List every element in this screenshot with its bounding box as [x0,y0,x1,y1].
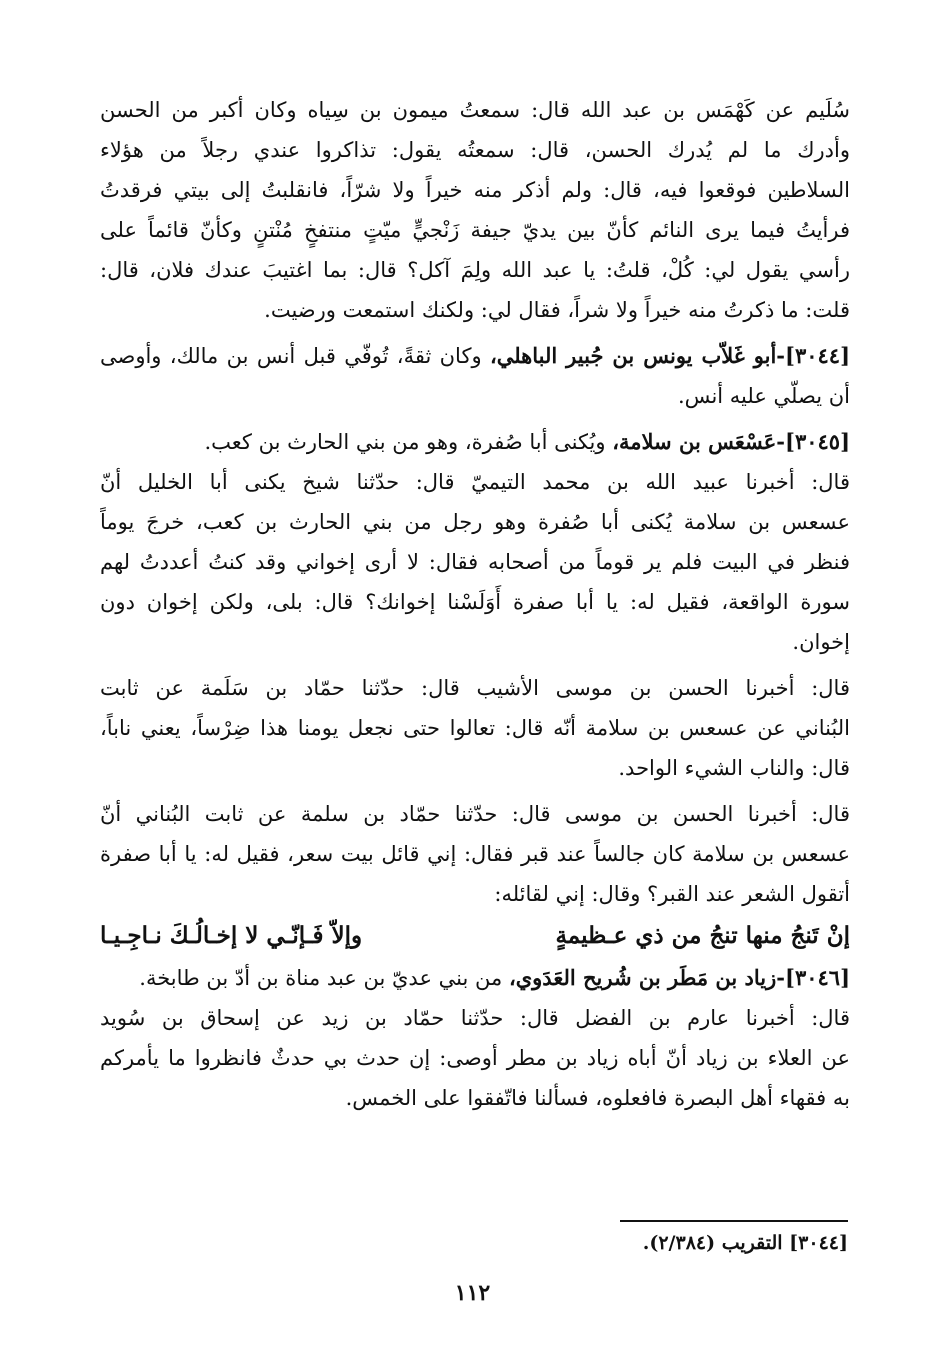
text-line: فرأيتُ فيما يرى النائم كأنّ بين يديّ جيفة زَنْجيٍّ ميّتٍ منتفخٍ مُنْتنٍ وكأنّ قائماً على [100,218,850,242]
text-line: أن يصلّي عليه أنس. [678,384,850,408]
footnote-divider [620,1220,848,1222]
text-line: قال: أخبرنا الحسن بن موسى قال: حدّثنا حمّاد بن سلمة عن ثابت البُناني أنّ [100,802,850,826]
entry-text: ويُكنى أبا صُفرة، وهو من بني الحارث بن كعب. [204,430,613,454]
entry-3045-heading [100,422,850,462]
text-line: رأسي يقول لي: كُلْ، قلتُ: يا عبد الله ولِمَ آكل؟ قال: بما اغتيبَ عندك فلان، قال: [100,258,850,282]
entry-name: عَسْعَس بن سلامة، [612,429,777,454]
entry-number: [٣٠٤٤]- [776,343,850,368]
footnote: [٣٠٤٤] التقريب (٢/٣٨٤). [642,1232,848,1254]
entry-number: [٣٠٤٥]- [776,429,850,454]
text-line: وأدرك ما لم يُدرك الحسن، قال: سمعتُه يقول: تذاكروا عندي رجلاً من هؤلاء [100,138,850,162]
entry-text: وكان ثقةً، تُوفّي قبل أنس بن مالك، وأوصى [100,344,490,368]
text-line: قال: أخبرنا عبيد الله بن محمد التيميّ قال: حدّثنا شيخ يكنى أبا الخليل أنّ [100,470,850,494]
page-number: ١١٢ [454,1280,491,1306]
text-line: البُناني عن عسعس بن سلامة أنّه قال: تعالوا حتى نجعل يومنا هذا ضِرْساً، يعني ناباً، [100,716,850,740]
text-line: قلت: ما ذكرتُ منه خيراً ولا شراً، فقال لي: ولكنك استمعت ورضيت. [264,298,850,322]
text-line: قال: أخبرنا عارم بن الفضل قال: حدّثنا حمّاد بن زيد عن إسحاق بن سُويد [100,1006,850,1030]
text-line: سورة الواقعة، فقيل له: يا أبا صفرة أَوَلَسْنا إخوانك؟ قال: بلى، ولكن إخوان دون [100,590,850,614]
text-line: السلاطين فوقعوا فيه، قال: ولم أذكر منه خيراً ولا شرّاً، فانقلبتُ إلى بيتي فرقدتُ [100,178,850,202]
text-line: قال: والناب الشيء الواحد. [618,756,850,780]
text-line: به فقهاء أهل البصرة فافعلوه، فسألنا فاتّفقوا على الخمس. [345,1086,850,1110]
text-line: أتقول الشعر عند القبر؟ وقال: إني لقائله: [494,882,850,906]
text-line: عن العلاء بن زياد أنّ أباه زياد بن مطر أوصى: إن حدث بي حدثٌ فانظروا ما يأمركم [100,1046,850,1070]
entry-3046-heading [100,958,850,998]
poem-second-hemistich: وإلاّ فَـإنّـي لا إخـالُـكَ نـاجِـيـا [100,922,363,949]
text-line: عسعس بن سلامة كان جالساً عند قبر فقال: إني قائل بيت سعر، فقيل له: يا أبا صفرة [100,842,850,866]
text-line: إخوان. [792,630,850,654]
entry-name: زياد بن مَطَر بن شُريح العَدَوي، [508,965,777,990]
entry-number: [٣٠٤٦]- [776,965,850,990]
entry-text: من بني عديّ بن عبد مناة بن أدّ بن طابخة. [139,966,509,990]
text-line: فنظر في البيت فلم ير قوماً من أصحابه فقال: لا أرى إخواني وقد كنتُ أعددتُ لهم [100,550,850,574]
text-line: قال: أخبرنا الحسن بن موسى الأشيب قال: حدّثنا حمّاد بن سَلَمة عن ثابت [100,676,850,700]
text-line: عسعس بن سلامة يُكنى أبا صُفرة وهو رجل من بني الحارث بن كعب، خرجَ يوماً [100,510,850,534]
entry-name: أبو غَلاّب يونس بن جُبير الباهلي، [489,343,777,368]
page-body [100,90,850,1118]
entry-3044-heading [100,336,850,376]
text-line: سُلَيم عن كَهْمَس بن عبد الله قال: سمعتُ ميمون بن سِياه وكان أكبر من الحسن [100,98,850,122]
poem-first-hemistich: إنْ تَنجُ منها تنجُ من ذي عـظيمةٍ [555,922,850,949]
poem-verse [100,914,850,958]
